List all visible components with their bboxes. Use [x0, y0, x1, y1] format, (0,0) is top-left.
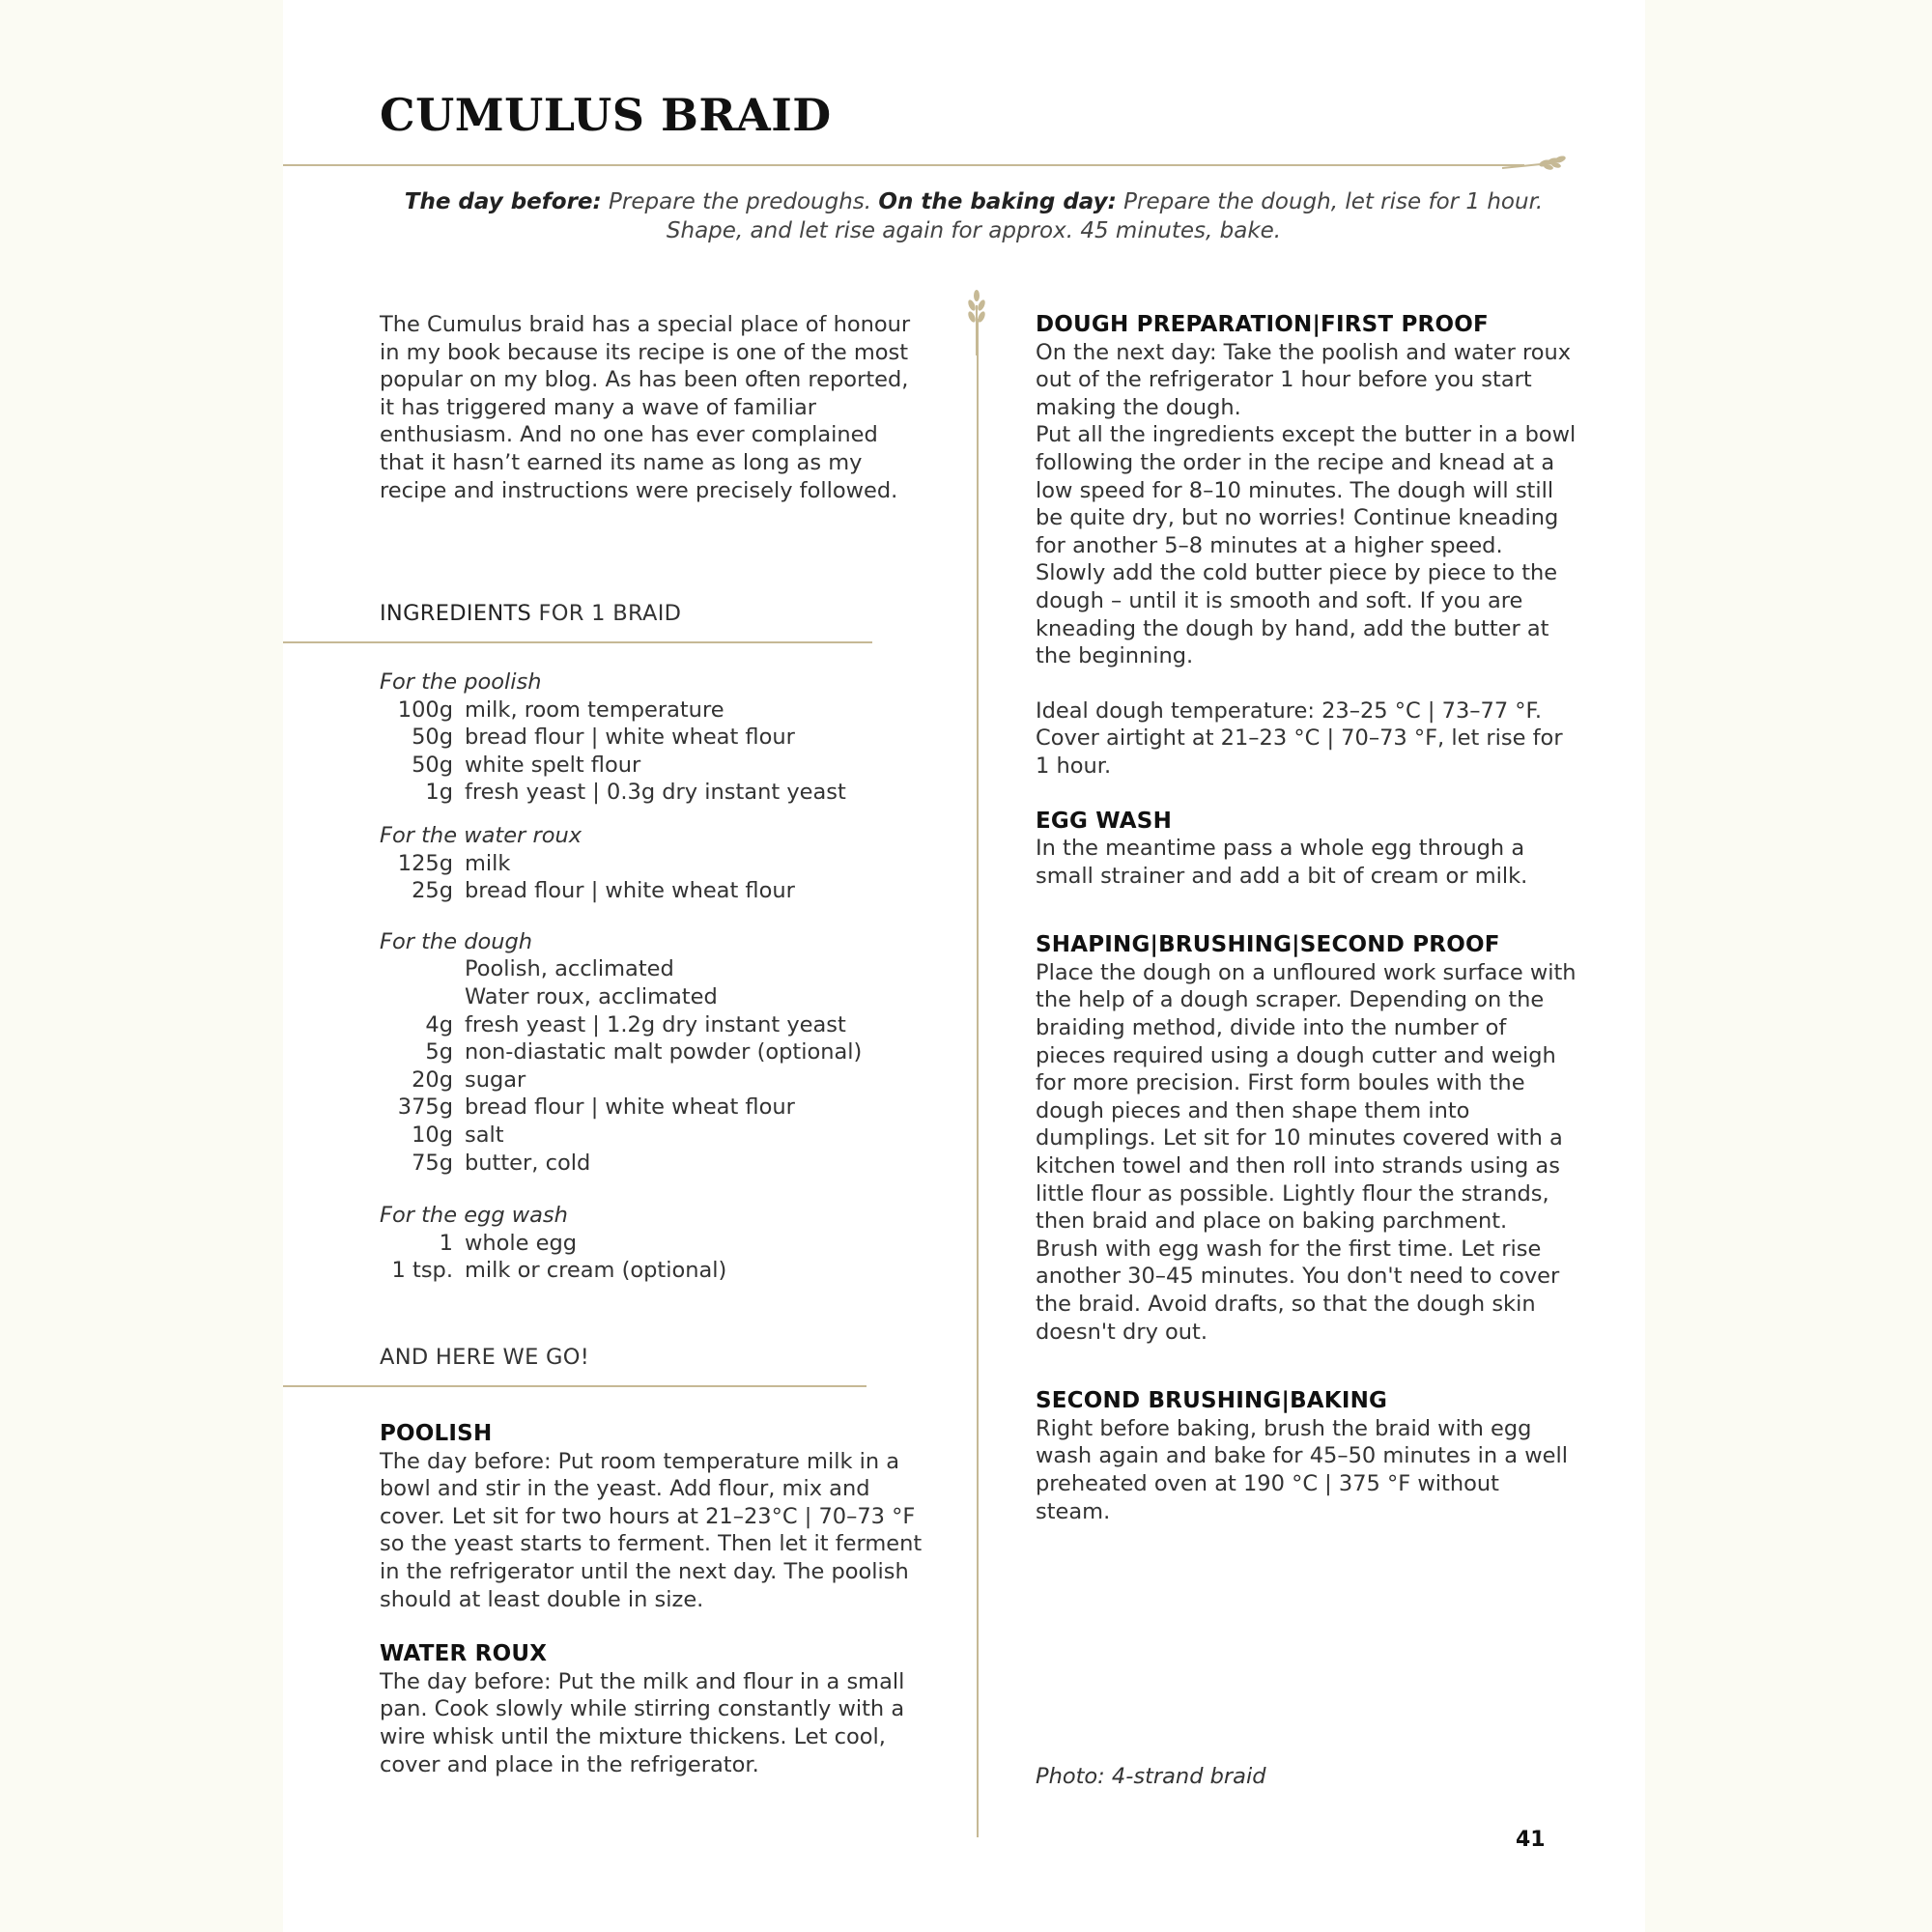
ingredient-name: fresh yeast | 1.2g dry instant yeast [465, 1011, 846, 1037]
step-shaping [1036, 931, 1577, 1346]
ingredient-name: salt [465, 1122, 504, 1148]
ingredient-qty: 50g [412, 724, 453, 751]
intro-paragraph: The Cumulus braid has a special place of honour in my book because its recipe is one of the most popular on my blog. As has been often reported, it has triggered many a wave of familiar enthusiasm. And no one has ever complained that it hasn’t earned its name as long as my recipe and instructions were precisely followed. [380, 312, 911, 503]
ingredient-qty: 10g [412, 1122, 453, 1148]
ingredient-name: fresh yeast | 0.3g dry instant yeast [465, 780, 846, 806]
ingredient-qty: 50g [412, 752, 453, 778]
instructions-heading: AND HERE WE GO! [380, 1345, 590, 1370]
ingredient-name: bread flour | white wheat flour [465, 724, 795, 751]
ingredients-list [380, 668, 959, 1285]
timeline-text-3: Shape, and let rise again for approx. 45 minutes, bake. [666, 218, 1282, 243]
step-heading: WATER ROUX [380, 1641, 548, 1667]
ingredient-group-title: For the egg wash [380, 1203, 568, 1229]
ingredient-row [380, 955, 959, 983]
page-number: 41 [1516, 1828, 1546, 1852]
ingredient-qty: 375g [397, 1094, 453, 1121]
ingredient-row [380, 1150, 959, 1178]
ingredient-row [380, 724, 959, 752]
ingredient-group-title: For the dough [380, 928, 533, 954]
step-heading: SHAPING|BRUSHING|SECOND PROOF [1036, 932, 1500, 958]
step-body: Ideal dough temperature: 23–25 °C | 73–77 °F. Cover airtight at 21–23 °C | 70–73 °F, let rise for 1 hour. [1036, 697, 1563, 779]
ingredient-row [380, 1066, 959, 1094]
ingredient-group-title: For the poolish [380, 669, 542, 695]
step-body: The day before: Put room temperature milk in a bowl and stir in the yeast. Add flour, mix and cover. Let sit for two hours at 21–23°C | 70–73 °F so the yeast starts to ferment. Then let it ferment in the refrigerator until the next day. The poolish should at least double in size. [380, 1448, 923, 1612]
ingredient-qty: 1g [425, 780, 453, 806]
ingredient-group-egg-wash [380, 1202, 959, 1285]
step-body: Place the dough on a unfloured work surface with the help of a dough scraper. Depending on the braiding method, divide into the number of pieces required using a dough cutter and weigh for more precision. First form boules with the dough pieces and then shape them into dumplings. Let sit for 10 minutes covered with a kitchen towel and then roll into strands using as little flour as possible. Lightly flour the strands, then braid and place on baking parchment. Brush with egg wash for the first time. Let rise another 30–45 minutes. You don't need to cover the braid. Avoid drafts, so that the dough skin doesn't dry out. [1036, 959, 1577, 1345]
ingredients-heading-main: INGREDIENTS [380, 601, 532, 626]
ingredient-qty [380, 955, 465, 983]
ingredient-qty: 100g [397, 696, 453, 723]
ingredient-row [380, 1257, 959, 1285]
step-water-roux [380, 1640, 930, 1778]
ingredient-name: butter, cold [465, 1150, 591, 1176]
recipe-page [283, 0, 1645, 1932]
ingredient-qty: 25g [412, 878, 453, 904]
left-steps [380, 1420, 930, 1778]
step-egg-wash [1036, 808, 1577, 891]
ingredient-name: sugar [465, 1066, 526, 1093]
ingredient-qty: 125g [397, 850, 453, 876]
step-body: The day before: Put the milk and flour in a small pan. Cook slowly while stirring constantly with a wire whisk until the mixture thickens. Let cool, cover and place in the refrigerator. [380, 1668, 905, 1777]
ingredient-row [380, 1230, 959, 1258]
ingredient-group-poolish [380, 668, 959, 807]
timeline-label-day-before: The day before: [404, 189, 602, 214]
ingredient-qty [380, 983, 465, 1011]
ingredients-heading-sub: FOR 1 BRAID [531, 601, 682, 626]
ingredient-name: Poolish, acclimated [465, 956, 674, 982]
step-body: Right before baking, brush the braid with egg wash again and bake for 45–50 minutes in a well preheated oven at 190 °C | 375 °F without steam. [1036, 1415, 1568, 1524]
page-title: CUMULUS BRAID [380, 89, 832, 141]
ingredient-row [380, 1011, 959, 1039]
ingredient-name: bread flour | white wheat flour [465, 878, 795, 904]
ingredient-qty: 1 tsp. [391, 1258, 453, 1284]
ingredient-qty: 75g [412, 1150, 453, 1176]
step-body: Put all the ingredients except the butter in a bowl following the order in the recipe and knead at a low speed for 8–10 minutes. The dough will still be quite dry, but no worries! Continue kneading for another 5–8 minutes at a higher speed. Slowly add the cold butter piece by piece to the dough – until it is smooth and soft. If you are kneading the dough by hand, add the butter at the beginning. [1036, 422, 1577, 669]
timeline-text-1: Prepare the predoughs. [601, 189, 879, 214]
step-body: On the next day: Take the poolish and water roux out of the refrigerator 1 hour before you start making the dough. [1036, 339, 1572, 420]
ingredients-divider [283, 641, 872, 643]
step-dough-preparation [1036, 311, 1577, 781]
timeline-label-baking-day: On the baking day: [878, 189, 1117, 214]
ingredient-row [380, 1094, 959, 1122]
ingredient-name: bread flour | white wheat flour [465, 1094, 795, 1121]
ingredient-name: milk, room temperature [465, 696, 724, 723]
ingredient-qty: 20g [412, 1066, 453, 1093]
instructions-divider [283, 1385, 867, 1387]
ingredient-row [380, 850, 959, 878]
ingredient-group-water-roux [380, 822, 959, 905]
ingredient-row [380, 779, 959, 807]
ingredient-group-title: For the water roux [380, 822, 582, 848]
ingredient-name: Water roux, acclimated [465, 983, 718, 1009]
ingredients-heading [380, 601, 681, 626]
step-poolish [380, 1420, 930, 1613]
step-body: In the meantime pass a whole egg through a small strainer and add a bit of cream or milk. [1036, 836, 1528, 889]
ingredient-name: whole egg [465, 1230, 578, 1256]
left-column [380, 311, 959, 1777]
recipe-timeline [351, 187, 1597, 245]
ingredient-row [380, 877, 959, 905]
ingredient-name: milk [465, 850, 511, 876]
step-second-brushing [1036, 1387, 1577, 1525]
step-heading: DOUGH PREPARATION|FIRST PROOF [1036, 312, 1489, 337]
step-heading: EGG WASH [1036, 808, 1173, 834]
ingredient-row [380, 696, 959, 724]
ingredient-qty: 4g [425, 1011, 453, 1037]
right-column [1036, 311, 1577, 1525]
step-heading: SECOND BRUSHING|BAKING [1036, 1388, 1388, 1414]
title-divider [283, 164, 1524, 166]
ingredient-group-dough [380, 928, 959, 1177]
ingredient-row [380, 983, 959, 1011]
ingredient-row [380, 1038, 959, 1066]
ingredient-qty: 5g [425, 1039, 453, 1065]
ingredient-name: non-diastatic malt powder (optional) [465, 1039, 863, 1065]
column-divider [977, 319, 979, 1837]
ingredient-name: white spelt flour [465, 752, 641, 778]
wheat-horizontal-icon [1502, 153, 1572, 176]
photo-caption: Photo: 4-strand braid [1036, 1764, 1266, 1789]
ingredient-qty: 1 [439, 1230, 453, 1256]
timeline-text-2: Prepare the dough, let rise for 1 hour. [1116, 189, 1544, 214]
ingredient-name: milk or cream (optional) [465, 1258, 727, 1284]
step-heading: POOLISH [380, 1421, 493, 1446]
ingredient-row [380, 752, 959, 780]
ingredient-row [380, 1122, 959, 1150]
